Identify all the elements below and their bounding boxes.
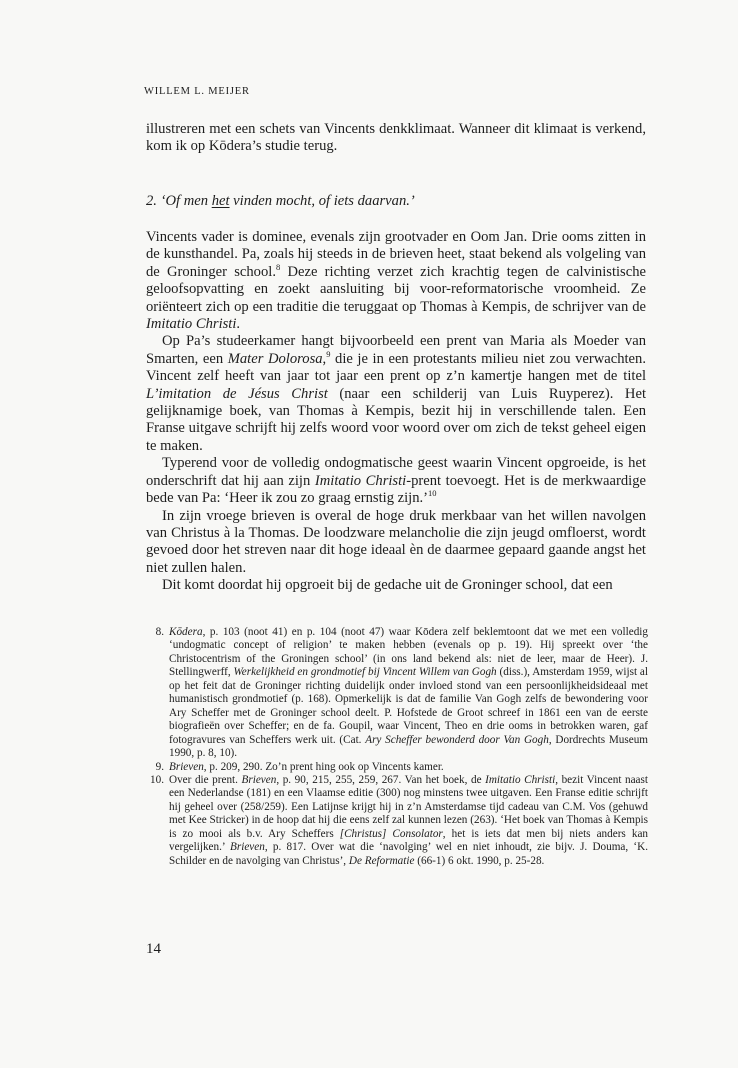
footnote-10: 10. Over die prent. Brieven, p. 90, 215, 255, 259, 267. Van het boek, de Imitatio Christi, bezit Vincent naast een Nederlandse (181) en een Vlaamse editie (300) nog minstens twee uitgaven. Een Franse editie schrijft hij geheel over (258/259). Een Latijnse krijgt hij in z’n Amsterdamse tijd cadeau van C.M. Vos (gehuwd met Kee Stricker) in de hoop dat hij die eens zelf zal kunnen lezen (263). ‘Het boek van Thomas à Kempis is zo mooi als b.v. Ary Scheffers [Christus] Consolator, het is iets dat men bij niets anders kan vergelijken.’ Brieven, p. 817. Over wat die ‘navolging’ wel en niet inhoudt, zie bijv. J. Douma, ‘K. Schilder en de navolging van Christus’, De Reformatie (66-1) 6 okt. 1990, p. 25-28. bbox=[146, 774, 648, 868]
footnotes bbox=[146, 626, 648, 868]
footnote-number: 8. bbox=[155, 626, 164, 638]
section-number: 2. bbox=[146, 193, 157, 209]
paragraph-3: Typerend voor de volledig ondogmatische geest waarin Vincent opgroeide, is het onderschrift dat hij aan zijn Imitatio Christi-prent toevoegt. Het is de merkwaardige bede van Pa: ‘Heer ik zou zo graag ernstig zijn.’$^{10}$ bbox=[146, 455, 646, 507]
footnote-9: 9. Brieven, p. 209, 290. Zo’n prent hing ook op Vincents kamer. bbox=[146, 761, 648, 774]
footnote-ref-10[interactable]: 10 bbox=[428, 488, 437, 499]
running-head: WILLEM L. MEIJER bbox=[144, 86, 250, 97]
page-number: 14 bbox=[146, 941, 161, 957]
footnote-number: 9. bbox=[155, 760, 164, 773]
footnote-8: 8. Kōdera, p. 103 (noot 41) en p. 104 (noot 47) waar Kōdera zelf beklemtoont dat we met een volledig ‘undogmatic concept of religion’ te maken hebben (evenals op p. 19). Hij spreekt over ‘the Christocentrism of the Groningen school’ (in ons land bekend als: niet de leer, maar de Heer). J. Stellingwerff, Werkelijkheid en grondmotief bij Vincent Willem van Gogh (diss.), Amsterdam 1959, wijst al op het feit dat de Groninger richting duidelijk onder invloed stond van een persoonlijkheidsideaal met humanistisch grondmotief (p. 168). Opmerkelijk is dat de familie Van Gogh zelfs de bewondering voor Ary Scheffer met de Groninger school deelt. P. Hofstede de Groot schreef in 1861 een van de eerste biografieën over Scheffer; en de fa. Goupil, waar Vincent, Theo en drie ooms in betrokken waren, gaf fotogravures van Scheffers werk uit. (Cat. Ary Scheffer bewonderd door Van Gogh, Dordrechts Museum 1990, p. 8, 10). bbox=[146, 626, 648, 761]
paragraph-1: Vincents vader is dominee, evenals zijn grootvader en Oom Jan. Drie ooms zitten in de kunsthandel. Pa, zoals hij steeds in de brieven heet, staat bekend als volgeling van de Groninger school.$^8$ Deze richting verzet zich krachtig tegen de calvinistische geloofsopvatting en zoekt aansluiting bij voor-reformatorische vroomheid. Ze oriënteert zich op een traditie die teruggaat op Thomas à Kempis, de schrijver van de Imitatio Christi. bbox=[146, 229, 646, 333]
footnote-number: 10. bbox=[150, 773, 164, 786]
footnote-ref-9[interactable]: 9 bbox=[326, 348, 331, 359]
paragraph-2: Op Pa’s studeerkamer hangt bijvoorbeeld een prent van Maria als Moeder van Smarten, een Mater Dolorosa,$^9$ die je in een protestants milieu niet zou verwachten. Vincent zelf heeft van jaar tot jaar een prent op z’n kamertje hangen met de titel L’imitation de Jésus Christ (naar een schilderij van Luis Ruyperez). Het gelijknamige boek, van Thomas à Kempis, bezit hij in verschillende talen. Een Franse uitgave schrijft hij zelfs woord voor woord over om zich de tekst geheel eigen te maken. bbox=[146, 333, 646, 454]
footnote-ref-8[interactable]: 8 bbox=[275, 261, 281, 272]
section-title: ‘Of men het vinden mocht, of iets daarvan.’ bbox=[160, 193, 415, 209]
paragraph-5: Dit komt doordat hij opgroeit bij de gedache uit de Groninger school, dat een bbox=[162, 577, 613, 594]
intro-paragraph: illustreren met een schets van Vincents denkklimaat. Wanneer dit klimaat is verkend, kom ik op Kōdera’s studie terug. bbox=[146, 121, 646, 155]
paragraph-4: In zijn vroege brieven is overal de hoge druk merkbaar van het willen navolgen van Christus à la Thomas. De loodzware melancholie die zijn jeugd omfloerst, wordt gevoed door het streven naar dit hoge ideaal èn de daarmee gepaard gaande angst het niet zullen halen. bbox=[146, 507, 646, 576]
section-heading bbox=[146, 193, 646, 210]
body-text bbox=[146, 229, 646, 595]
